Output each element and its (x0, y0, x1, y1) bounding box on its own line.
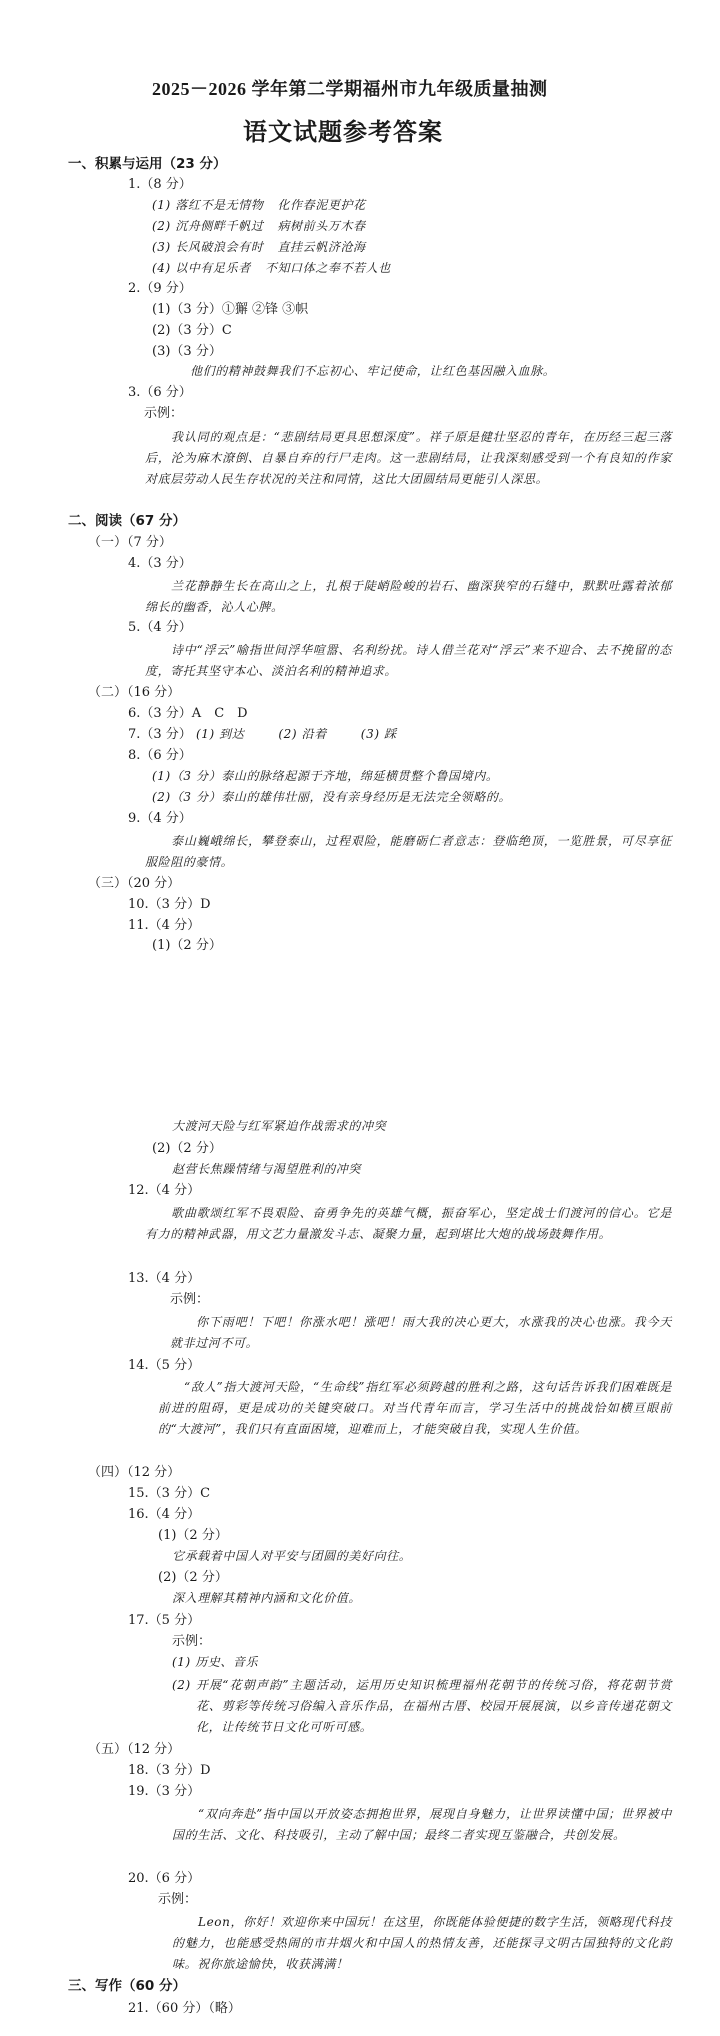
q1-line-2: (2) 沉舟侧畔千帆过 病树前头万木春 (152, 219, 366, 233)
q12-answer: 歌曲歌颂红军不畏艰险、奋勇争先的英雄气概，振奋军心，坚定战士们渡河的信心。它是有力的精神武器，用文艺力量激发斗志、凝聚力量，起到堪比大炮的战场鼓舞作用。 (145, 1206, 672, 1241)
question-16-head: 16.（4 分） (128, 1507, 201, 1522)
q17-sub-1: (1) 历史、音乐 (172, 1655, 259, 1669)
question-5-head: 5.（4 分） (128, 620, 192, 635)
subsection-5-head: （五）（12 分） (88, 1742, 181, 1757)
subsection-3-head: （三）（20 分） (88, 876, 181, 891)
question-12-head: 12.（4 分） (128, 1183, 201, 1198)
question-3-head: 3.（6 分） (128, 385, 192, 400)
section-heading-3: 三、写作（60 分） (68, 1978, 186, 1994)
q9-answer: 泰山巍峨绵长，攀登泰山，过程艰险，能磨砺仁者意志：登临绝顶，一览胜景，可尽享征服险阻的豪情。 (145, 834, 672, 869)
q16-sub-2: (2)（2 分） (158, 1570, 228, 1585)
q11-sub-2: (2)（2 分） (152, 1141, 222, 1156)
q8-sub-2: (2)（3 分）泰山的雄伟壮丽，没有亲身经历是无法完全领略的。 (152, 790, 512, 804)
section-heading-1: 一、积累与运用（23 分） (68, 156, 227, 172)
q14-answer: “敌人”指大渡河天险，“生命线”指红军必须跨越的胜利之路，这句话告诉我们困难既是前进的阻碍，更是成功的关键突破口。对当代青年而言，学习生活中的挑战恰如横亘眼前的“大渡河”，我们只有直面困境，迎难而上，才能突破自我，实现人生价值。 (158, 1380, 672, 1436)
q2-sub-2: (2)（3 分）C (152, 323, 232, 338)
question-8-head: 8.（6 分） (128, 748, 192, 763)
subsection-2-head: （二）（16 分） (88, 685, 181, 700)
q8-sub-1: (1)（3 分）泰山的脉络起源于齐地，绵延横贯整个鲁国境内。 (152, 769, 499, 783)
q3-example-label: 示例： (144, 406, 184, 421)
subsection-4-head: （四）（12 分） (88, 1465, 181, 1480)
q11-sub-2-answer: 赵营长焦躁情绪与渴望胜利的冲突 (172, 1162, 362, 1176)
q5-answer: 诗中“浮云”喻指世间浮华喧嚣、名利纷扰。诗人借兰花对“浮云”来不迎合、去不挽留的态度，寄托其坚守本心、淡泊名利的精神追求。 (145, 643, 672, 678)
q11-sub-1-answer: 大渡河天险与红军紧迫作战需求的冲突 (172, 1119, 387, 1133)
q16-sub-1-answer: 它承载着中国人对平安与团圆的美好向往。 (172, 1549, 412, 1563)
question-2-head: 2.（9 分） (128, 281, 192, 296)
question-9-head: 9.（4 分） (128, 811, 192, 826)
exam-title: 2025－2026 学年第二学期福州市九年级质量抽测 (152, 79, 548, 99)
q3-answer: 我认同的观点是：“悲剧结局更具思想深度”。祥子原是健壮坚忍的青年，在历经三起三落后，沦为麻木潦倒、自暴自弃的行尸走肉。这一悲剧结局，让我深刻感受到一个有良知的作家对底层劳动人民生存状况的关注和同情，这比大团圆结局更能引人深思。 (145, 430, 672, 486)
question-7: 7.（3 分） (1) 到达 (2) 沿着 (3) 踩 (128, 727, 397, 742)
q16-sub-2-answer: 深入理解其精神内涵和文化价值。 (172, 1591, 362, 1605)
question-21: 21.（60 分）（略） (128, 2001, 241, 2016)
q13-answer: 你下雨吧！下吧！你涨水吧！涨吧！雨大我的决心更大，水涨我的决心也涨。我今天就非过河不可。 (170, 1315, 672, 1350)
question-1-head: 1.（8 分） (128, 177, 192, 192)
question-13-head: 13.（4 分） (128, 1271, 201, 1286)
question-14-head: 14.（5 分） (128, 1358, 201, 1373)
q2-sub-1: (1)（3 分）①獬 ②锋 ③帜 (152, 302, 309, 317)
q2-sub-3-answer: 他们的精神鼓舞我们不忘初心、牢记使命，让红色基因融入血脉。 (190, 364, 556, 378)
question-19-head: 19.（3 分） (128, 1784, 201, 1799)
q20-example-label: 示例： (158, 1892, 198, 1907)
q2-sub-3: (3)（3 分） (152, 344, 222, 359)
question-11-head: 11.（4 分） (128, 918, 201, 933)
q20-answer: Leon，你好！欢迎你来中国玩！在这里，你既能体验便捷的数字生活，领略现代科技的魅力，也能感受热闹的市井烟火和中国人的热情友善，还能探寻文明古国独特的文化韵味。祝你旅途愉快，收获满满！ (172, 1915, 672, 1971)
q17-example-label: 示例： (172, 1634, 212, 1649)
page-title: 语文试题参考答案 (243, 118, 443, 146)
q4-answer: 兰花静静生长在高山之上，扎根于陡峭险峻的岩石、幽深狭窄的石缝中，默默吐露着浓郁绵长的幽香，沁人心脾。 (145, 579, 672, 614)
q13-example-label: 示例： (170, 1292, 210, 1307)
q1-line-3: (3) 长风破浪会有时 直挂云帆济沧海 (152, 240, 366, 254)
question-20-head: 20.（6 分） (128, 1871, 201, 1886)
q16-sub-1: (1)（2 分） (158, 1528, 228, 1543)
q11-sub-1: (1)（2 分） (152, 938, 222, 953)
question-17-head: 17.（5 分） (128, 1613, 201, 1628)
section-heading-2: 二、阅读（67 分） (68, 513, 186, 529)
q19-answer: “双向奔赴”指中国以开放姿态拥抱世界，展现自身魅力，让世界读懂中国；世界被中国的生活、文化、科技吸引，主动了解中国；最终二者实现互鉴融合，共创发展。 (172, 1807, 672, 1842)
question-10: 10.（3 分）D (128, 897, 211, 912)
question-18: 18.（3 分）D (128, 1763, 211, 1778)
q17-sub-2: (2) 开展“花朝声韵”主题活动，运用历史知识梳理福州花朝节的传统习俗，将花朝节赏花、剪彩等传统习俗编入音乐作品，在福州古厝、校园开展展演，以乡音传递花朝文化，让传统节日文化可听可感。 (172, 1678, 672, 1734)
q1-line-4: (4) 以中有足乐者 不知口体之奉不若人也 (152, 261, 391, 275)
q1-line-1: (1) 落红不是无情物 化作春泥更护花 (152, 198, 366, 212)
subsection-1-head: （一）（7 分） (88, 535, 172, 550)
question-15: 15.（3 分）C (128, 1486, 211, 1501)
question-6: 6.（3 分）A C D (128, 706, 248, 721)
question-4-head: 4.（3 分） (128, 556, 192, 571)
